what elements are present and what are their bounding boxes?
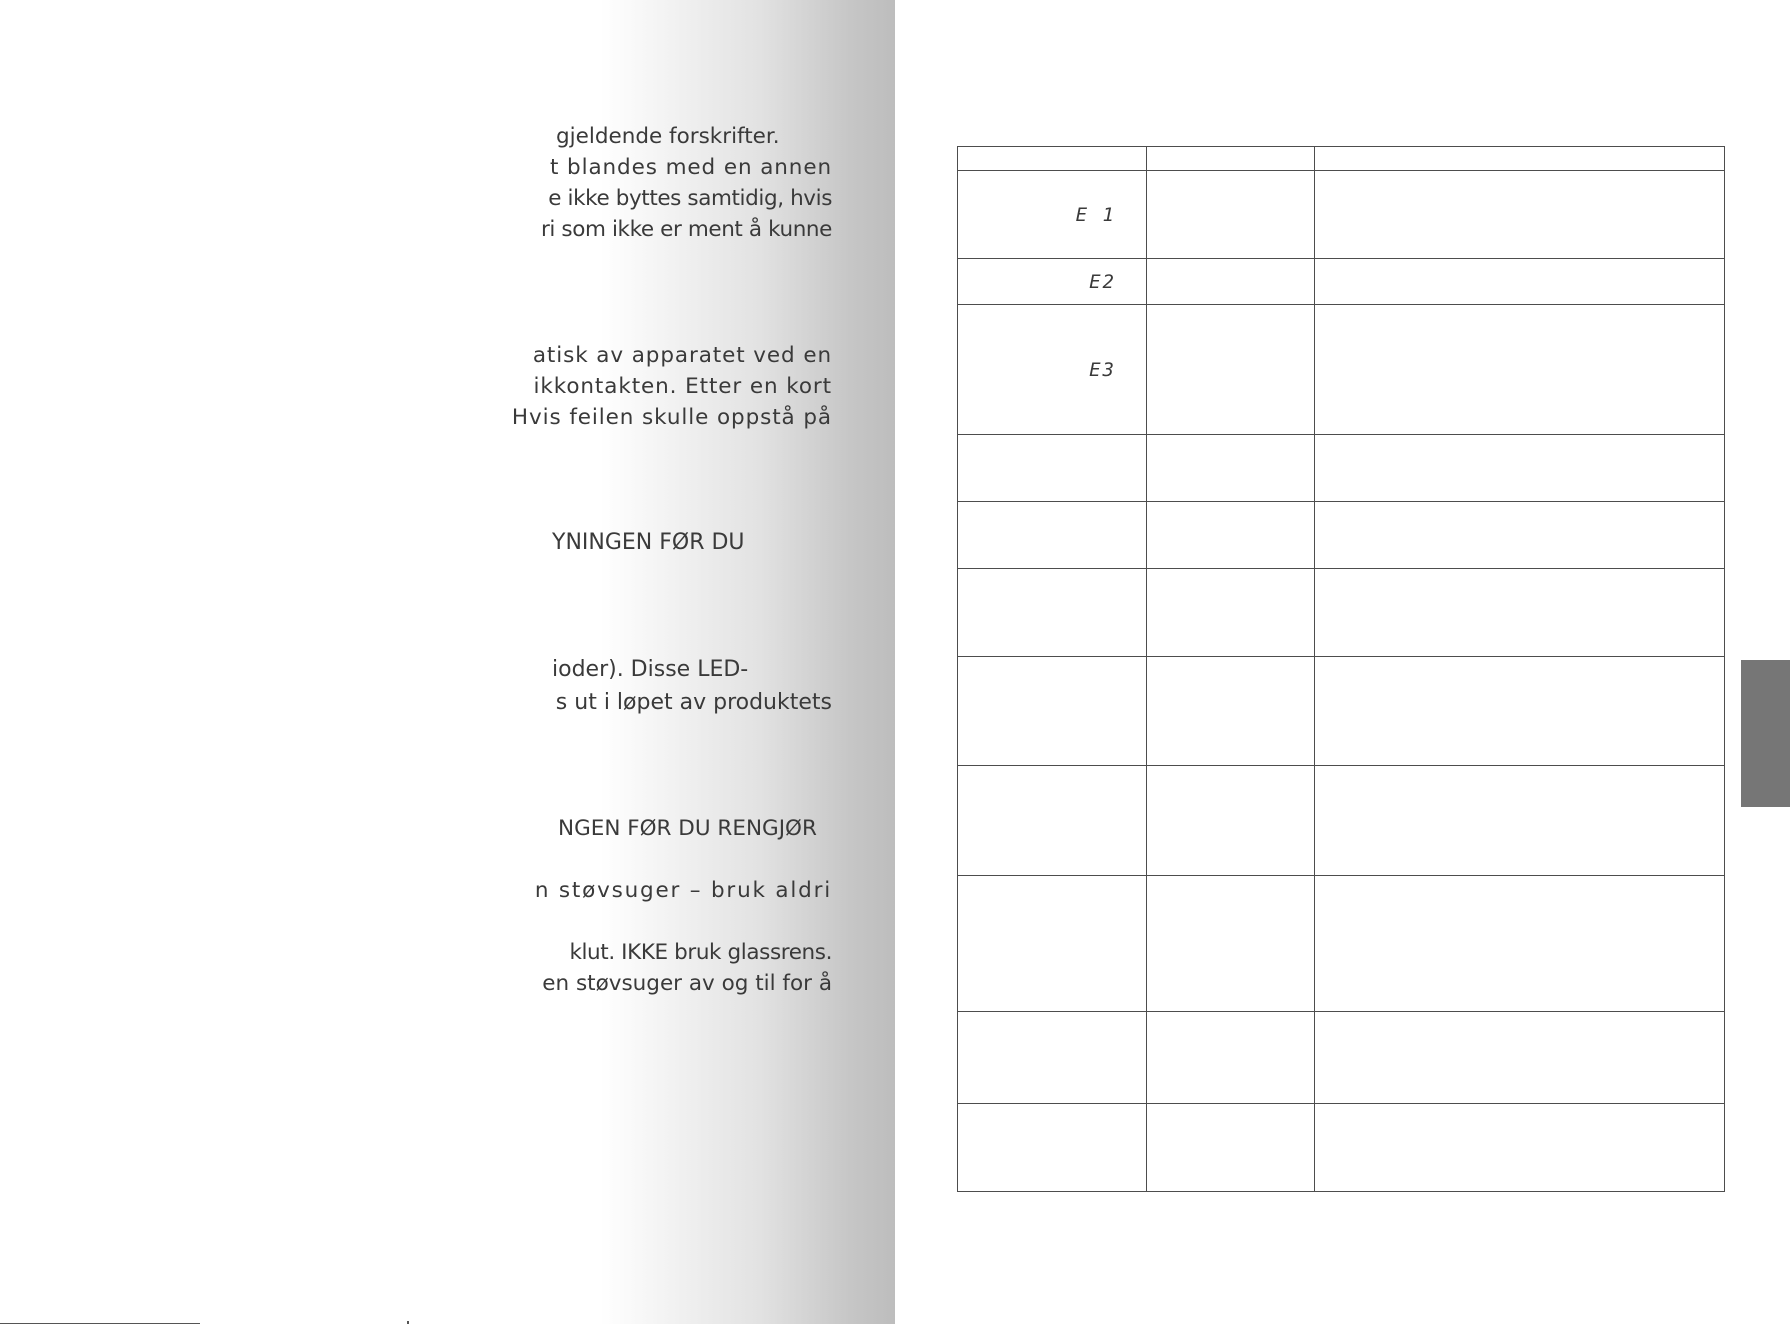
table-row [958,171,1725,259]
cause-cell [1147,305,1315,435]
table-row [958,1012,1725,1104]
text-line: ioder). Disse LED- [552,657,749,682]
code-cell [958,1012,1147,1104]
cause-cell [1147,1104,1315,1192]
table-row [958,657,1725,766]
solution-cell [1315,569,1725,657]
code-cell [958,569,1147,657]
table-row [958,569,1725,657]
text-line: ikkontakten. Etter en kort [533,374,832,399]
cause-cell [1147,876,1315,1012]
code-cell [958,657,1147,766]
cause-cell [1147,435,1315,502]
cause-cell [1147,259,1315,305]
code-cell [958,1104,1147,1192]
code-cell [958,502,1147,569]
table-row [958,766,1725,876]
text-line: Hvis feilen skulle oppstå på [511,405,832,430]
table-row [958,1104,1725,1192]
solution-cell [1315,435,1725,502]
text-line: s ut i løpet av produktets [555,690,832,715]
text-line: gjeldende forskrifter. [556,124,780,149]
solution-cell [1315,305,1725,435]
text-line: n støvsuger – bruk aldri [534,878,832,903]
solution-cell [1315,171,1725,259]
header-cell [958,147,1147,171]
section-heading: NGEN FØR DU RENGJØR [558,816,817,841]
code-cell [958,876,1147,1012]
table-header-row [958,147,1725,171]
cause-cell [1147,657,1315,766]
solution-cell [1315,502,1725,569]
cause-cell [1147,502,1315,569]
cause-cell [1147,569,1315,657]
error-code-cell: E2 [958,259,1147,305]
table-row [958,876,1725,1012]
section-tab [1741,660,1790,807]
table-row [958,259,1725,305]
text-line: en støvsuger av og til for å [542,971,832,996]
solution-cell [1315,259,1725,305]
solution-cell [1315,766,1725,876]
solution-cell [1315,1104,1725,1192]
text-line: ri som ikke er ment å kunne [540,217,832,242]
code-cell [958,435,1147,502]
header-cell [1315,147,1725,171]
section-heading: YNINGEN FØR DU [552,530,745,555]
text-line: atisk av apparatet ved en [532,343,832,368]
table-row [958,435,1725,502]
table-row [958,305,1725,435]
error-code-cell: E3 [958,305,1147,435]
code-cell [958,766,1147,876]
text-line: t blandes med en annen [549,155,832,180]
table-row [958,502,1725,569]
text-line: e ikke byttes samtidig, hvis [548,186,832,211]
error-code-cell: E 1 [958,171,1147,259]
text-line: klut. IKKE bruk glassrens. [569,940,832,965]
cause-cell [1147,171,1315,259]
cause-cell [1147,1012,1315,1104]
solution-cell [1315,1012,1725,1104]
solution-cell [1315,876,1725,1012]
error-code-table [957,146,1725,1192]
cause-cell [1147,766,1315,876]
solution-cell [1315,657,1725,766]
header-cell [1147,147,1315,171]
